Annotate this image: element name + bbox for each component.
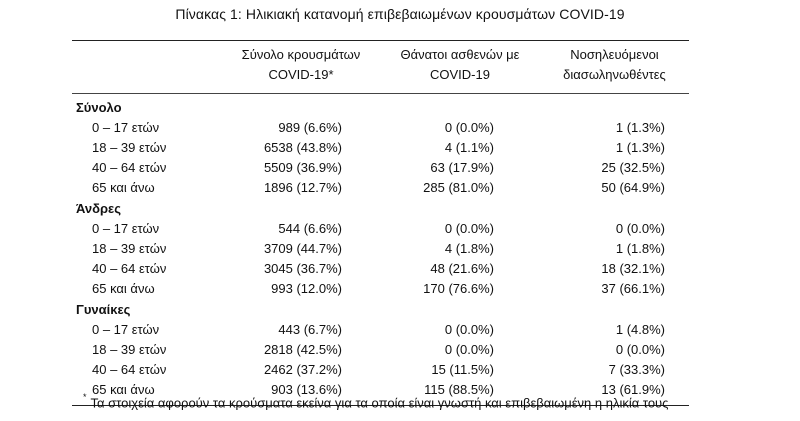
deaths-cell: 4 (1.1%) — [444, 140, 494, 155]
cases-cell: 993 (12.0%) — [271, 281, 342, 296]
table-row — [72, 360, 689, 380]
header-intubated — [540, 45, 689, 85]
section-title: Άνδρες — [76, 201, 121, 216]
section-title: Γυναίκες — [76, 302, 131, 317]
cases-cell: 903 (13.6%) — [271, 382, 342, 397]
cases-cell: 3709 (44.7%) — [263, 241, 342, 256]
table-header — [72, 41, 689, 89]
age-group-cell: 0 – 17 ετών — [92, 322, 160, 337]
cases-cell: 5509 (36.9%) — [263, 160, 342, 175]
deaths-cell: 285 (81.0%) — [423, 180, 494, 195]
cases-cell: 3045 (36.7%) — [263, 261, 342, 276]
header-total-cases — [222, 45, 380, 85]
intubated-cell: 37 (66.1%) — [601, 281, 665, 296]
footnote-text: Τα στοιχεία αφορούν τα κρούσματα εκείνα για τα οποία είναι γνωστή και επιβεβαιωμένη η ηλικία τους — [90, 395, 669, 411]
table-row — [72, 279, 689, 299]
cases-cell: 6538 (43.8%) — [263, 140, 342, 155]
intubated-cell: 7 (33.3%) — [608, 362, 665, 377]
covid-age-table — [72, 40, 689, 406]
table-row — [72, 239, 689, 259]
table-title: Πίνακας 1: Ηλικιακή κατανομή επιβεβαιωμένων κρουσμάτων COVID-19 — [175, 6, 625, 22]
cases-cell: 2818 (42.5%) — [263, 342, 342, 357]
deaths-cell: 48 (21.6%) — [430, 261, 494, 276]
table-row — [72, 118, 689, 138]
table-row — [72, 138, 689, 158]
intubated-cell: 1 (4.8%) — [615, 322, 665, 337]
age-group-cell: 0 – 17 ετών — [92, 120, 160, 135]
deaths-cell: 0 (0.0%) — [444, 221, 494, 236]
table-row — [72, 259, 689, 279]
footnote-marker: * — [83, 392, 87, 402]
cases-cell: 2462 (37.2%) — [263, 362, 342, 377]
header-deaths-line2: COVID-19 — [430, 67, 490, 82]
age-group-cell: 40 – 64 ετών — [92, 362, 167, 377]
table-body — [72, 94, 689, 405]
intubated-cell: 50 (64.9%) — [601, 180, 665, 195]
cases-cell: 1896 (12.7%) — [263, 180, 342, 195]
age-group-cell: 18 – 39 ετών — [92, 140, 167, 155]
table-row — [72, 178, 689, 198]
table-row — [72, 340, 689, 360]
cases-cell: 544 (6.6%) — [278, 221, 342, 236]
age-group-cell: 65 και άνω — [92, 281, 155, 296]
cases-cell: 989 (6.6%) — [278, 120, 342, 135]
header-total-cases-line2: COVID-19* — [268, 67, 334, 82]
intubated-cell: 1 (1.8%) — [615, 241, 665, 256]
deaths-cell: 63 (17.9%) — [430, 160, 494, 175]
intubated-cell: 0 (0.0%) — [615, 221, 665, 236]
deaths-cell: 15 (11.5%) — [431, 362, 494, 377]
table-row — [72, 158, 689, 178]
deaths-cell: 115 (88.5%) — [424, 382, 494, 397]
intubated-cell: 1 (1.3%) — [615, 140, 665, 155]
cases-cell: 443 (6.7%) — [278, 322, 342, 337]
deaths-cell: 0 (0.0%) — [444, 322, 494, 337]
header-total-cases-line1: Σύνολο κρουσμάτων — [241, 47, 361, 62]
intubated-cell: 13 (61.9%) — [601, 382, 665, 397]
age-group-cell: 0 – 17 ετών — [92, 221, 160, 236]
header-deaths — [380, 45, 540, 85]
header-deaths-line1: Θάνατοι ασθενών με — [400, 47, 520, 62]
age-group-cell: 18 – 39 ετών — [92, 342, 167, 357]
age-group-cell: 40 – 64 ετών — [92, 261, 167, 276]
footnote — [83, 394, 668, 410]
intubated-cell: 18 (32.1%) — [601, 261, 665, 276]
header-intubated-line2: διασωληνωθέντες — [563, 67, 666, 82]
deaths-cell: 4 (1.8%) — [444, 241, 494, 256]
intubated-cell: 25 (32.5%) — [601, 160, 665, 175]
deaths-cell: 0 (0.0%) — [444, 120, 494, 135]
deaths-cell: 0 (0.0%) — [444, 342, 494, 357]
header-intubated-line1: Νοσηλευόμενοι — [570, 47, 659, 62]
age-group-cell: 65 και άνω — [92, 382, 155, 397]
intubated-cell: 1 (1.3%) — [615, 120, 665, 135]
table-row — [72, 219, 689, 239]
age-group-cell: 40 – 64 ετών — [92, 160, 167, 175]
table-row — [72, 320, 689, 340]
age-group-cell: 18 – 39 ετών — [92, 241, 167, 256]
deaths-cell: 170 (76.6%) — [423, 281, 494, 296]
intubated-cell: 0 (0.0%) — [615, 342, 665, 357]
section-title: Σύνολο — [76, 100, 122, 115]
age-group-cell: 65 και άνω — [92, 180, 155, 195]
